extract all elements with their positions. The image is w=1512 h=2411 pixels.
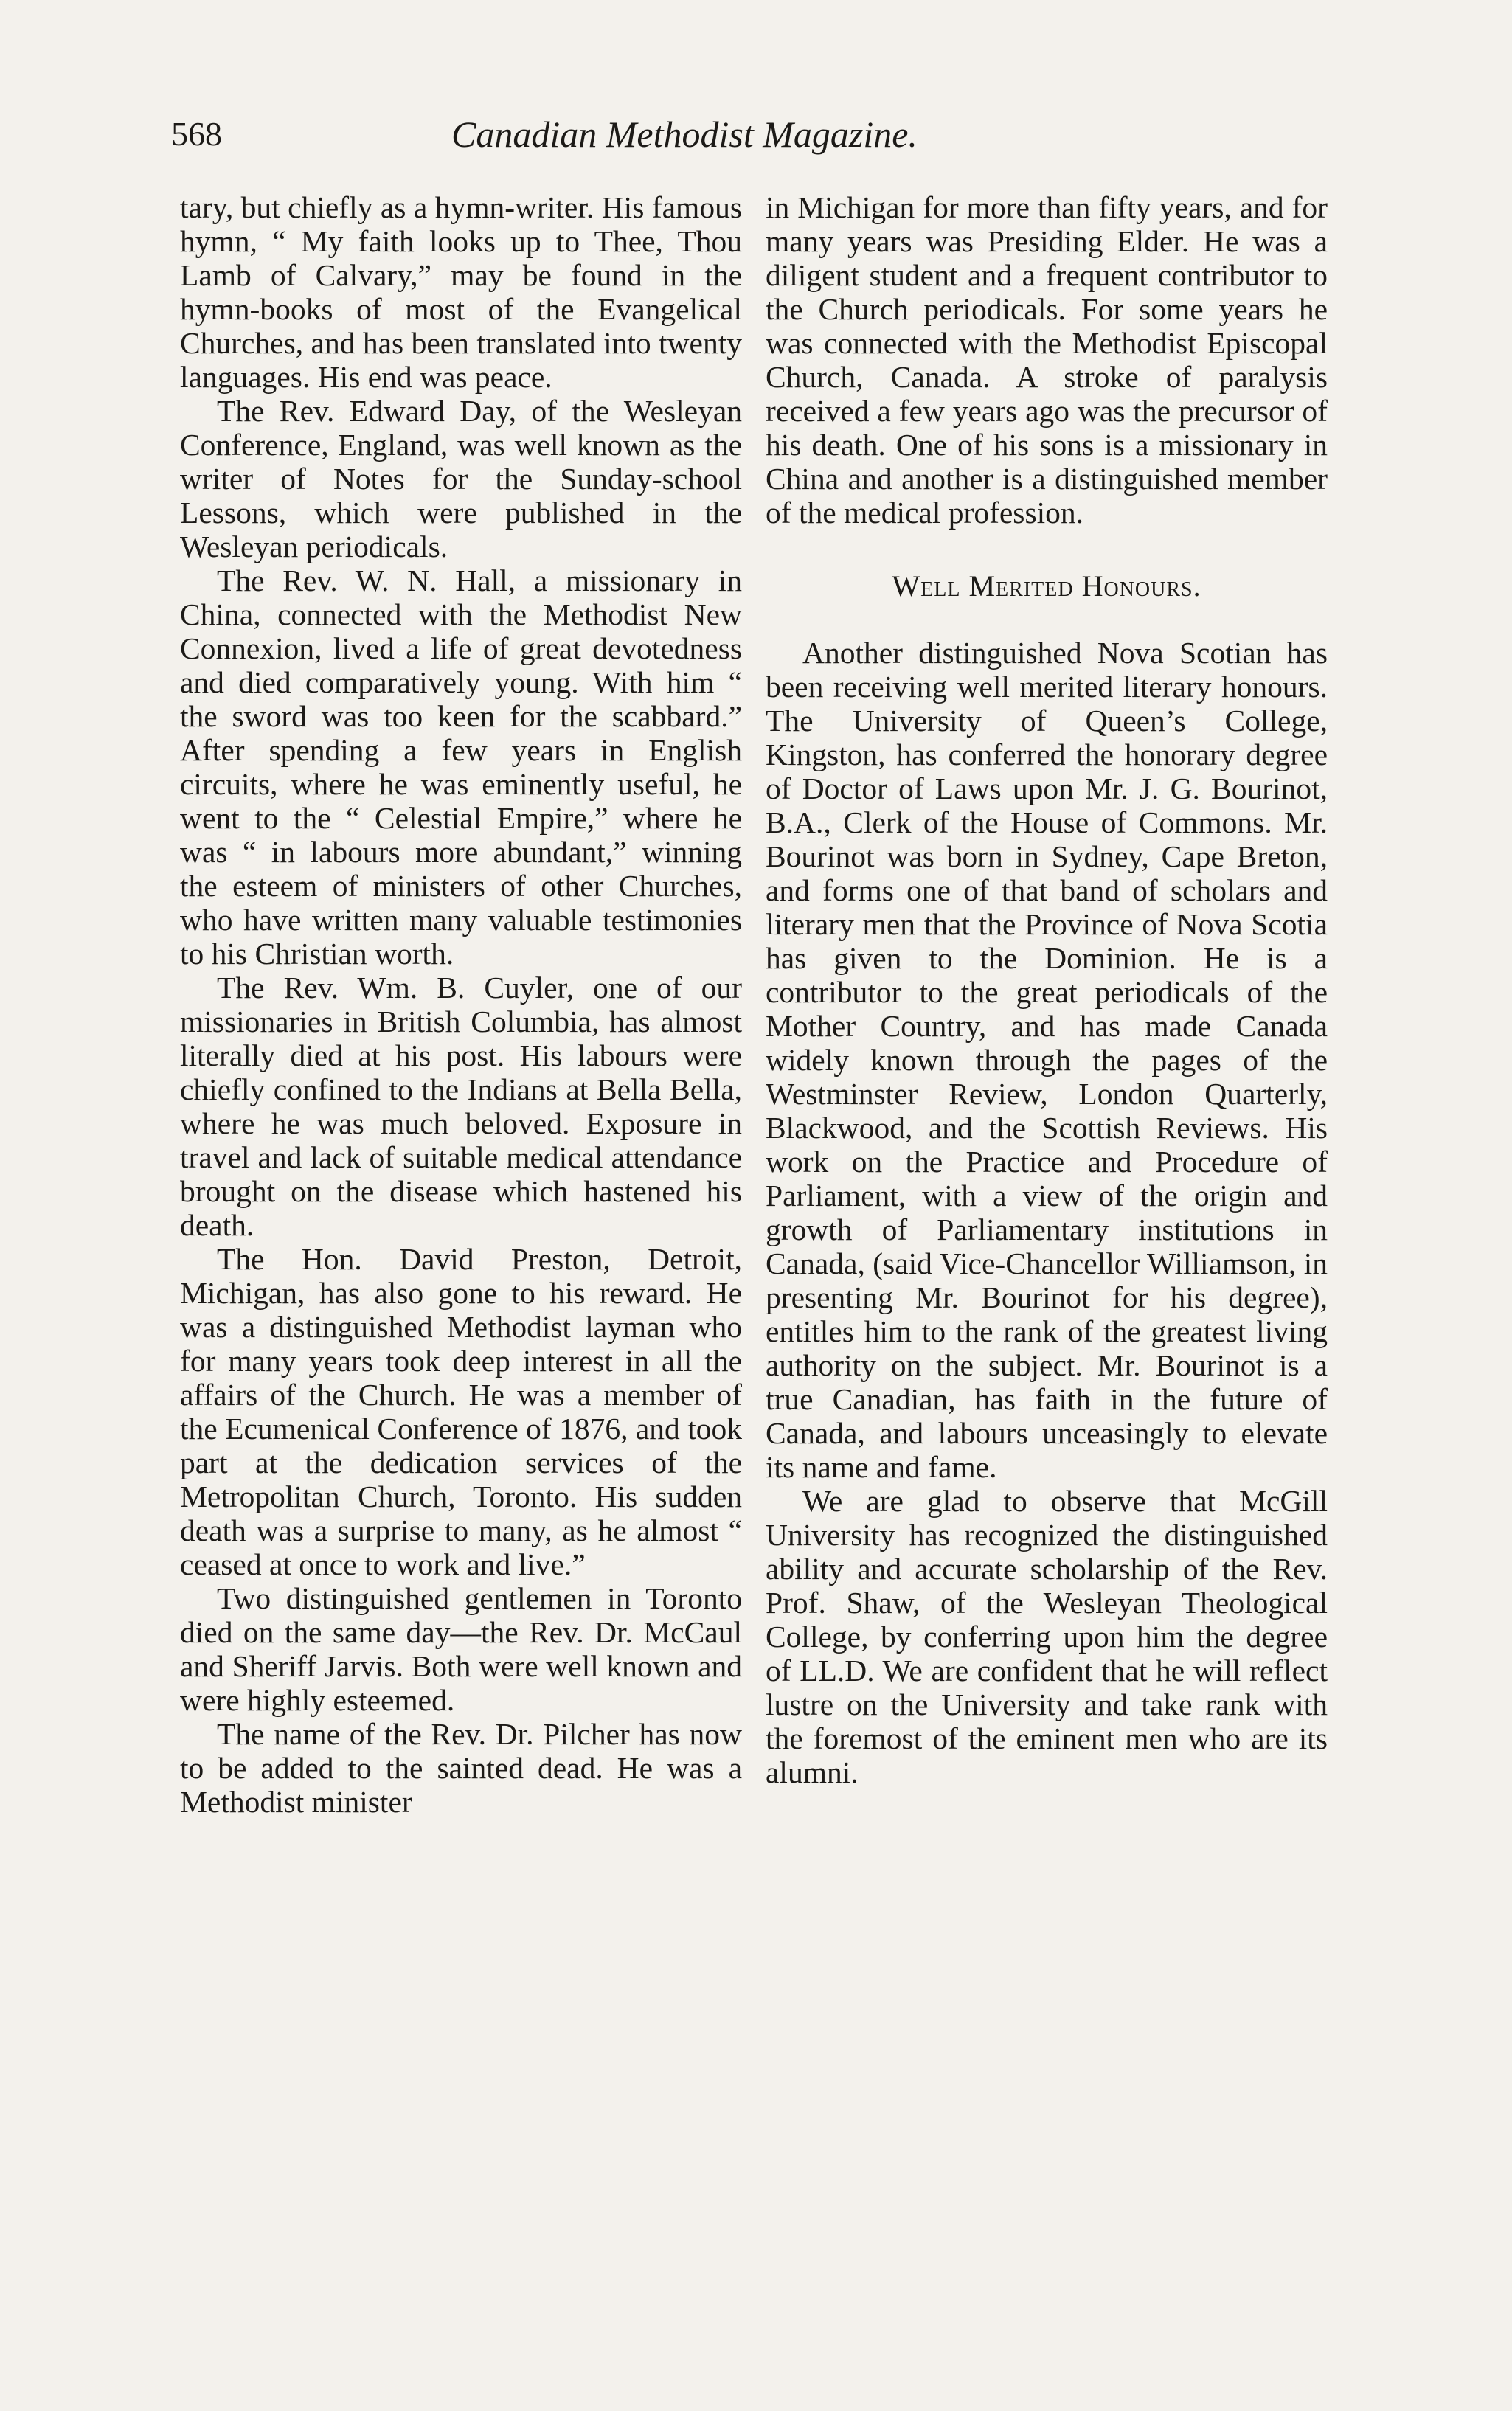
- running-title: Canadian Methodist Magazine.: [451, 114, 918, 155]
- paragraph-david-preston: The Hon. David Preston, Detroit, Michigan, has also gone to his reward. He was a distinguished Methodist layman who for many years took deep interest in all the affairs of the Church. He was a member of the Ecumenical Conference of 1876, and took part at the dedication services of the Metropolitan Church, Toronto. His sudden death was a surprise to many, as he almost “ ceased at once to work and live.”: [180, 1242, 742, 1581]
- paragraph-mccaul-jarvis: Two distinguished gentlemen in Toronto died on the same day—the Rev. Dr. McCaul and Sheriff Jarvis. Both were well known and were highly esteemed.: [180, 1581, 742, 1717]
- section-heading: Well Merited Honours.: [892, 569, 1201, 603]
- paragraph-bourinot: Another distinguished Nova Scotian has been receiving well merited literary honours. The University of Queen’s College, Kingston, has conferred the honorary degree of Doctor of Laws upon Mr. J. G. Bourinot, B.A., Clerk of the House of Commons. Mr. Bourinot was born in Sydney, Cape Breton, and forms one of that band of scholars and literary men that the Province of Nova Scotia has given to the Dominion. He is a contributor to the great periodicals of the Mother Country, and has made Canada widely known through the pages of the Westminster Review, London Quarterly, Blackwood, and the Scottish Reviews. His work on the Practice and Procedure of Parliament, with a view of the origin and growth of Parliamentary institutions in Canada, (said Vice-Chancellor Williamson, in presenting Mr. Bourinot for his degree), entitles him to the rank of the greatest living authority on the subject. Mr. Bourinot is a true Canadian, has faith in the future of Canada, and labours unceasingly to elevate its name and fame.: [766, 636, 1328, 1484]
- paragraph-wm-cuyler: The Rev. Wm. B. Cuyler, one of our missionaries in British Columbia, has almost literally died at his post. His labours were chiefly confined to the Indians at Bella Bella, where he was much beloved. Exposure in travel and lack of suitable medical attendance brought on the disease which hastened his death.: [180, 971, 742, 1242]
- page-number: 568: [171, 115, 222, 153]
- paragraph-wn-hall: The Rev. W. N. Hall, a missionary in China, connected with the Methodist New Connexion, lived a life of great devotedness and died comparatively young. With him “ the sword was too keen for the scabbard.” After spending a few years in English circuits, where he was eminently useful, he went to the “ Celestial Empire,” where he was “ in labours more abundant,” winning the esteem of ministers of other Churches, who have written many valuable testimonies to his Christian worth.: [180, 563, 742, 971]
- paragraph-hymn-writer-continued: tary, but chiefly as a hymn-writer. His famous hymn, “ My faith looks up to Thee, Thou Lamb of Calvary,” may be found in the hymn-books of most of the Evangelical Churches, and has been translated into twenty languages. His end was peace.: [180, 190, 742, 394]
- paragraph-pilcher: The name of the Rev. Dr. Pilcher has now to be added to the sainted dead. He was a Methodist minister: [180, 1717, 742, 1819]
- paragraph-mcgill-shaw: We are glad to observe that McGill University has recognized the distinguished ability and accurate scholarship of the Rev. Prof. Shaw, of the Wesleyan Theological College, by conferring upon him the degree of LL.D. We are confident that he will reflect lustre on the University and take rank with the foremost of the eminent men who are its alumni.: [766, 1484, 1328, 1789]
- page-header: [171, 105, 1440, 164]
- paragraph-edward-day: The Rev. Edward Day, of the Wesleyan Conference, England, was well known as the writer of Notes for the Sunday-school Lessons, which were published in the Wesleyan periodicals.: [180, 394, 742, 563]
- paragraph-pilcher-continued: in Michigan for more than fifty years, and for many years was Presiding Elder. He was a diligent student and a frequent contributor to the Church periodicals. For some years he was connected with the Methodist Episcopal Church, Canada. A stroke of paralysis received a few years ago was the precursor of his death. One of his sons is a missionary in China and another is a distinguished member of the medical profession.: [766, 190, 1328, 530]
- right-column: [766, 190, 1328, 1789]
- left-column: [180, 190, 742, 1819]
